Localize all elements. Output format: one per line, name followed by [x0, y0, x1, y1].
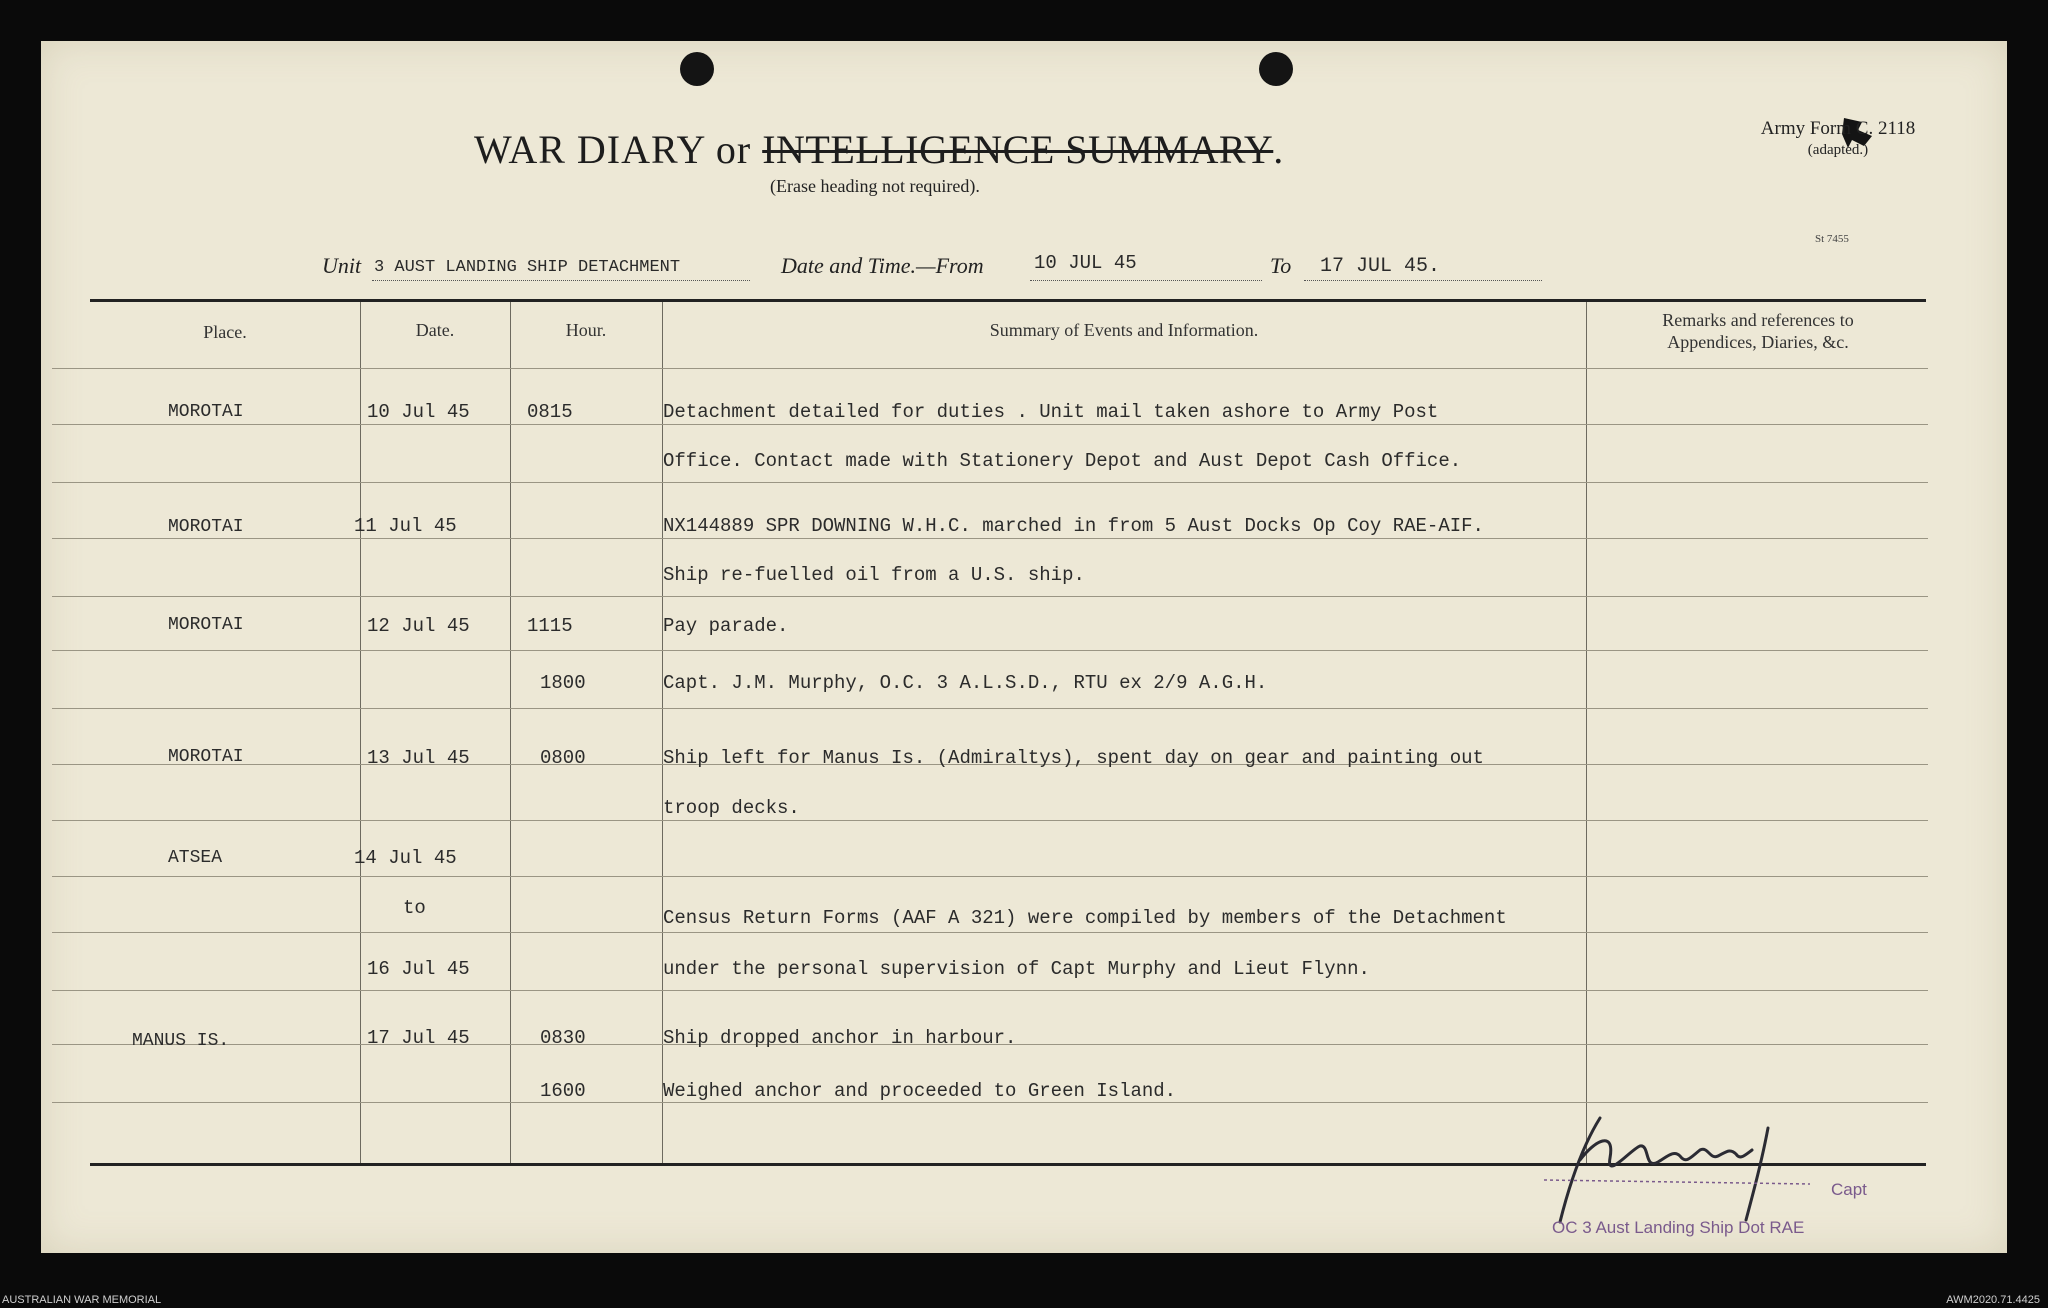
handwritten-signature	[1540, 1110, 1810, 1230]
hour-cell: 1800	[540, 672, 586, 694]
summary-cell: troop decks.	[663, 797, 800, 819]
summary-cell: Capt. J.M. Murphy, O.C. 3 A.L.S.D., RTU ex 2/9 A.G.H.	[663, 672, 1268, 694]
unit-value: 3 AUST LANDING SHIP DETACHMENT	[374, 258, 681, 277]
date-cell: 13 Jul 45	[367, 747, 470, 769]
col-header-remarks-2: Appendices, Diaries, &c.	[1667, 332, 1849, 352]
form-adapted-text: (adapted.)	[1807, 142, 1869, 158]
signature-stamp: OC 3 Aust Landing Ship Dot RAE	[1552, 1218, 1805, 1237]
col-header-remarks-1: Remarks and references to	[1662, 310, 1854, 330]
row-line	[52, 1102, 1928, 1103]
date-cell: 12 Jul 45	[367, 615, 470, 637]
row-line	[52, 708, 1928, 709]
stock-number: St 7455	[1815, 233, 1849, 245]
row-line	[52, 650, 1928, 651]
summary-cell: Office. Contact made with Stationery Depot and Aust Depot Cash Office.	[663, 450, 1462, 472]
war-diary-page	[41, 41, 2007, 1253]
row-line	[52, 876, 1928, 877]
hour-cell: 1115	[527, 615, 573, 637]
from-value: 10 JUL 45	[1034, 252, 1137, 274]
footer-institution: AUSTRALIAN WAR MEMORIAL	[2, 1294, 162, 1306]
signature-rank: Capt	[1831, 1180, 1867, 1199]
summary-cell: Pay parade.	[663, 615, 789, 637]
hour-cell: 0830	[540, 1027, 586, 1049]
col-divider-place	[360, 302, 361, 1163]
summary-cell: Ship dropped anchor in harbour.	[663, 1027, 1017, 1049]
row-line	[52, 932, 1928, 933]
col-header-hour: Hour.	[565, 320, 607, 340]
date-time-label: Date and Time.—From	[781, 253, 984, 278]
date-cell: 14 Jul 45	[354, 847, 457, 869]
hour-cell: 0815	[527, 401, 573, 423]
date-cell: to	[403, 897, 426, 919]
erase-note: (Erase heading not required).	[770, 176, 980, 196]
row-line	[52, 368, 1928, 369]
row-line	[52, 820, 1928, 821]
summary-cell: Detachment detailed for duties . Unit mail taken ashore to Army Post	[663, 401, 1439, 423]
title-main: WAR DIARY or	[474, 127, 752, 172]
date-cell: 16 Jul 45	[367, 958, 470, 980]
punch-hole-left	[680, 52, 714, 86]
date-cell: 11 Jul 45	[354, 515, 457, 537]
place-cell: MOROTAI	[168, 517, 244, 537]
col-divider-date	[510, 302, 511, 1163]
punch-hole-right	[1259, 52, 1293, 86]
date-cell: 17 Jul 45	[367, 1027, 470, 1049]
hour-cell: 1600	[540, 1080, 586, 1102]
summary-cell: under the personal supervision of Capt Murphy and Lieut Flynn.	[663, 958, 1370, 980]
summary-cell: NX144889 SPR DOWNING W.H.C. marched in from 5 Aust Docks Op Coy RAE-AIF.	[663, 515, 1484, 537]
title-end: .	[1273, 127, 1285, 172]
row-line	[52, 424, 1928, 425]
table-top-rule	[90, 299, 1926, 302]
row-line	[52, 990, 1928, 991]
col-divider-summary	[1586, 302, 1587, 1163]
col-header-place: Place.	[203, 322, 247, 342]
place-cell: MOROTAI	[168, 402, 244, 422]
unit-label: Unit	[322, 253, 362, 278]
form-number-text: Army Form C. 2118	[1760, 118, 1916, 139]
summary-cell: Census Return Forms (AAF A 321) were compiled by members of the Detachment	[663, 907, 1507, 929]
hour-cell: 0800	[540, 747, 586, 769]
summary-cell: Ship re-fuelled oil from a U.S. ship.	[663, 564, 1085, 586]
title-struck: INTELLIGENCE SUMMARY	[762, 127, 1274, 172]
page-title	[474, 126, 1284, 173]
row-line	[52, 482, 1928, 483]
col-header-summary: Summary of Events and Information.	[989, 320, 1259, 340]
row-line	[52, 538, 1928, 539]
place-cell: MOROTAI	[168, 747, 244, 767]
unit-dotline	[372, 280, 750, 281]
summary-cell: Weighed anchor and proceeded to Green Island.	[663, 1080, 1177, 1102]
place-cell: MOROTAI	[168, 615, 244, 635]
date-cell: 10 Jul 45	[367, 401, 470, 423]
summary-cell: Ship left for Manus Is. (Admiraltys), spent day on gear and painting out	[663, 747, 1484, 769]
from-dotline	[1030, 280, 1262, 281]
army-form-number	[1708, 118, 1968, 159]
footer-accession-number: AWM2020.71.4425	[1946, 1294, 2040, 1306]
to-label: To	[1270, 253, 1292, 278]
to-dotline	[1304, 280, 1542, 281]
place-cell: ATSEA	[168, 848, 223, 868]
place-cell: MANUS IS.	[132, 1031, 230, 1051]
row-line	[52, 596, 1928, 597]
to-value: 17 JUL 45.	[1320, 255, 1441, 278]
col-header-date: Date.	[415, 320, 455, 340]
